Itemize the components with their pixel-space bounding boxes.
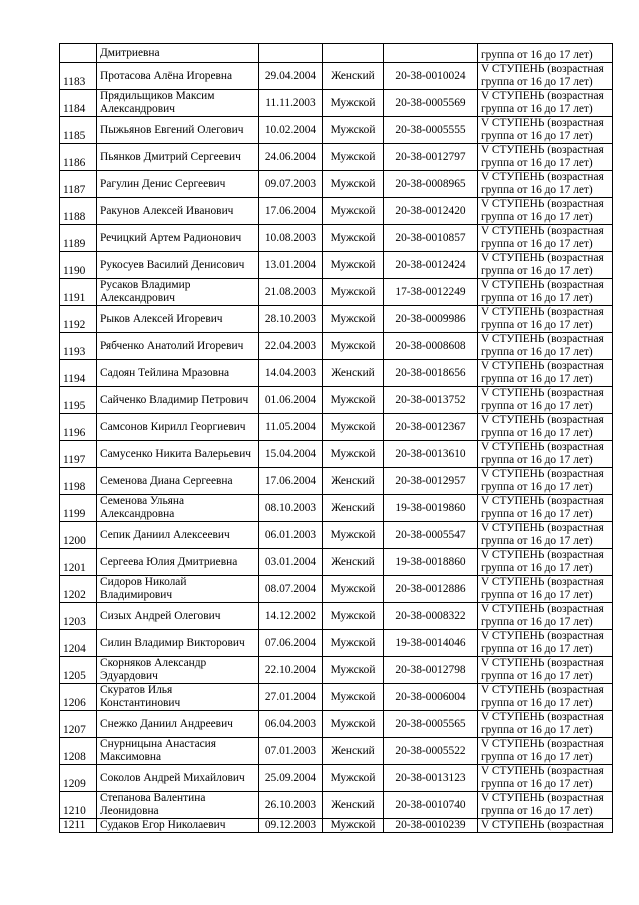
full-name-cell: Самсонов Кирилл Георгиевич <box>97 414 259 441</box>
row-number-cell: 1198 <box>60 468 97 495</box>
birth-date-cell: 27.01.2004 <box>259 684 323 711</box>
full-name-cell: Ракунов Алексей Иванович <box>97 198 259 225</box>
row-number-cell: 1210 <box>60 792 97 819</box>
table-row <box>60 360 613 387</box>
uin-cell: 20-38-0012367 <box>384 414 478 441</box>
participants-table-body <box>60 44 613 833</box>
gender-cell: Мужской <box>323 441 384 468</box>
step-cell: V СТУПЕНЬ (возрастная группа от 16 до 17 лет) <box>478 630 613 657</box>
gender-cell: Мужской <box>323 306 384 333</box>
uin-cell: 20-38-0018656 <box>384 360 478 387</box>
full-name-cell: Пьянков Дмитрий Сергеевич <box>97 144 259 171</box>
uin-cell: 20-38-0013610 <box>384 441 478 468</box>
birth-date-cell: 14.12.2002 <box>259 603 323 630</box>
full-name-cell: Сидоров Николай Владимирович <box>97 576 259 603</box>
row-number-cell: 1200 <box>60 522 97 549</box>
row-number-cell: 1208 <box>60 738 97 765</box>
full-name-cell: Рябченко Анатолий Игоревич <box>97 333 259 360</box>
table-row <box>60 44 613 63</box>
table-row <box>60 657 613 684</box>
gender-cell: Мужской <box>323 603 384 630</box>
step-cell: V СТУПЕНЬ (возрастная группа от 16 до 17 лет) <box>478 711 613 738</box>
full-name-cell: Силин Владимир Викторович <box>97 630 259 657</box>
gender-cell: Женский <box>323 738 384 765</box>
gender-cell: Мужской <box>323 117 384 144</box>
birth-date-cell: 21.08.2003 <box>259 279 323 306</box>
gender-cell: Мужской <box>323 90 384 117</box>
step-cell: V СТУПЕНЬ (возрастная группа от 16 до 17 лет) <box>478 657 613 684</box>
full-name-cell: Сизых Андрей Олегович <box>97 603 259 630</box>
birth-date-cell <box>259 44 323 63</box>
uin-cell: 19-38-0018860 <box>384 549 478 576</box>
birth-date-cell: 06.01.2003 <box>259 522 323 549</box>
table-row <box>60 603 613 630</box>
uin-cell: 20-38-0006004 <box>384 684 478 711</box>
birth-date-cell: 09.07.2003 <box>259 171 323 198</box>
table-row <box>60 279 613 306</box>
uin-cell: 20-38-0012424 <box>384 252 478 279</box>
gender-cell: Мужской <box>323 630 384 657</box>
full-name-cell: Рагулин Денис Сергеевич <box>97 171 259 198</box>
uin-cell: 20-38-0005522 <box>384 738 478 765</box>
uin-cell: 20-38-0008608 <box>384 333 478 360</box>
birth-date-cell: 11.05.2004 <box>259 414 323 441</box>
uin-cell: 19-38-0014046 <box>384 630 478 657</box>
gender-cell: Мужской <box>323 198 384 225</box>
row-number-cell: 1201 <box>60 549 97 576</box>
step-cell: V СТУПЕНЬ (возрастная группа от 16 до 17 лет) <box>478 90 613 117</box>
full-name-cell: Сайченко Владимир Петрович <box>97 387 259 414</box>
step-cell: V СТУПЕНЬ (возрастная группа от 16 до 17 лет) <box>478 333 613 360</box>
gender-cell: Мужской <box>323 171 384 198</box>
gender-cell: Мужской <box>323 765 384 792</box>
uin-cell: 20-38-0013752 <box>384 387 478 414</box>
full-name-cell: Речицкий Артем Радионович <box>97 225 259 252</box>
gender-cell: Мужской <box>323 333 384 360</box>
uin-cell: 17-38-0012249 <box>384 279 478 306</box>
table-row <box>60 792 613 819</box>
step-cell: V СТУПЕНЬ (возрастная группа от 16 до 17 лет) <box>478 576 613 603</box>
birth-date-cell: 17.06.2004 <box>259 198 323 225</box>
step-cell: V СТУПЕНЬ (возрастная группа от 16 до 17 лет) <box>478 63 613 90</box>
full-name-cell: Пыжьянов Евгений Олегович <box>97 117 259 144</box>
table-row <box>60 576 613 603</box>
birth-date-cell: 17.06.2004 <box>259 468 323 495</box>
row-number-cell: 1195 <box>60 387 97 414</box>
step-cell: V СТУПЕНЬ (возрастная группа от 16 до 17 лет) <box>478 198 613 225</box>
full-name-cell: Прядильщиков Максим Александрович <box>97 90 259 117</box>
row-number-cell: 1194 <box>60 360 97 387</box>
full-name-cell: Дмитриевна <box>97 44 259 63</box>
full-name-cell: Скорняков Александр Эдуардович <box>97 657 259 684</box>
uin-cell: 20-38-0010024 <box>384 63 478 90</box>
birth-date-cell: 03.01.2004 <box>259 549 323 576</box>
row-number-cell: 1185 <box>60 117 97 144</box>
gender-cell: Женский <box>323 549 384 576</box>
row-number-cell: 1203 <box>60 603 97 630</box>
gender-cell: Мужской <box>323 279 384 306</box>
row-number-cell: 1188 <box>60 198 97 225</box>
full-name-cell: Рукосуев Василий Денисович <box>97 252 259 279</box>
step-cell: V СТУПЕНЬ (возрастная группа от 16 до 17 лет) <box>478 765 613 792</box>
step-cell: V СТУПЕНЬ (возрастная группа от 16 до 17 лет) <box>478 792 613 819</box>
table-row <box>60 765 613 792</box>
uin-cell <box>384 44 478 63</box>
step-cell: группа от 16 до 17 лет) <box>478 44 613 63</box>
table-row <box>60 90 613 117</box>
full-name-cell: Русаков Владимир Александрович <box>97 279 259 306</box>
row-number-cell: 1202 <box>60 576 97 603</box>
full-name-cell: Семенова Диана Сергеевна <box>97 468 259 495</box>
birth-date-cell: 26.10.2003 <box>259 792 323 819</box>
gender-cell: Мужской <box>323 711 384 738</box>
full-name-cell: Семенова Ульяна Александровна <box>97 495 259 522</box>
gender-cell: Женский <box>323 792 384 819</box>
full-name-cell: Степанова Валентина Леонидовна <box>97 792 259 819</box>
uin-cell: 19-38-0019860 <box>384 495 478 522</box>
gender-cell: Мужской <box>323 819 384 833</box>
table-row <box>60 549 613 576</box>
table-row <box>60 333 613 360</box>
participants-table <box>59 43 613 833</box>
table-row <box>60 738 613 765</box>
uin-cell: 20-38-0005555 <box>384 117 478 144</box>
step-cell: V СТУПЕНЬ (возрастная группа от 16 до 17 лет) <box>478 117 613 144</box>
uin-cell: 20-38-0005569 <box>384 90 478 117</box>
uin-cell: 20-38-0012798 <box>384 657 478 684</box>
uin-cell: 20-38-0008322 <box>384 603 478 630</box>
step-cell: V СТУПЕНЬ (возрастная группа от 16 до 17 лет) <box>478 468 613 495</box>
table-row <box>60 117 613 144</box>
row-number-cell: 1211 <box>60 819 97 833</box>
row-number-cell: 1192 <box>60 306 97 333</box>
gender-cell: Женский <box>323 63 384 90</box>
table-row <box>60 63 613 90</box>
step-cell: V СТУПЕНЬ (возрастная <box>478 819 613 833</box>
birth-date-cell: 06.04.2003 <box>259 711 323 738</box>
row-number-cell: 1209 <box>60 765 97 792</box>
uin-cell: 20-38-0010740 <box>384 792 478 819</box>
gender-cell: Мужской <box>323 387 384 414</box>
step-cell: V СТУПЕНЬ (возрастная группа от 16 до 17 лет) <box>478 495 613 522</box>
row-number-cell: 1184 <box>60 90 97 117</box>
step-cell: V СТУПЕНЬ (возрастная группа от 16 до 17 лет) <box>478 603 613 630</box>
birth-date-cell: 25.09.2004 <box>259 765 323 792</box>
full-name-cell: Снурницына Анастасия Максимовна <box>97 738 259 765</box>
row-number-cell <box>60 44 97 63</box>
gender-cell: Мужской <box>323 576 384 603</box>
birth-date-cell: 13.01.2004 <box>259 252 323 279</box>
row-number-cell: 1183 <box>60 63 97 90</box>
full-name-cell: Сергеева Юлия Дмитриевна <box>97 549 259 576</box>
gender-cell: Мужской <box>323 414 384 441</box>
full-name-cell: Протасова Алёна Игоревна <box>97 63 259 90</box>
row-number-cell: 1199 <box>60 495 97 522</box>
birth-date-cell: 14.04.2003 <box>259 360 323 387</box>
table-row <box>60 252 613 279</box>
gender-cell: Женский <box>323 360 384 387</box>
gender-cell: Мужской <box>323 225 384 252</box>
row-number-cell: 1197 <box>60 441 97 468</box>
table-row <box>60 468 613 495</box>
table-row <box>60 225 613 252</box>
birth-date-cell: 07.01.2003 <box>259 738 323 765</box>
uin-cell: 20-38-0012420 <box>384 198 478 225</box>
row-number-cell: 1196 <box>60 414 97 441</box>
full-name-cell: Самусенко Никита Валерьевич <box>97 441 259 468</box>
full-name-cell: Сепик Даниил Алексеевич <box>97 522 259 549</box>
table-row <box>60 630 613 657</box>
birth-date-cell: 15.04.2004 <box>259 441 323 468</box>
row-number-cell: 1206 <box>60 684 97 711</box>
table-row <box>60 711 613 738</box>
row-number-cell: 1189 <box>60 225 97 252</box>
row-number-cell: 1187 <box>60 171 97 198</box>
gender-cell: Мужской <box>323 252 384 279</box>
step-cell: V СТУПЕНЬ (возрастная группа от 16 до 17 лет) <box>478 252 613 279</box>
table-row <box>60 684 613 711</box>
uin-cell: 20-38-0005565 <box>384 711 478 738</box>
gender-cell: Мужской <box>323 684 384 711</box>
gender-cell: Мужской <box>323 144 384 171</box>
uin-cell: 20-38-0012957 <box>384 468 478 495</box>
table-row <box>60 414 613 441</box>
uin-cell: 20-38-0005547 <box>384 522 478 549</box>
step-cell: V СТУПЕНЬ (возрастная группа от 16 до 17 лет) <box>478 360 613 387</box>
row-number-cell: 1204 <box>60 630 97 657</box>
table-row <box>60 522 613 549</box>
row-number-cell: 1193 <box>60 333 97 360</box>
row-number-cell: 1186 <box>60 144 97 171</box>
table-row <box>60 144 613 171</box>
full-name-cell: Скуратов Илья Константинович <box>97 684 259 711</box>
step-cell: V СТУПЕНЬ (возрастная группа от 16 до 17 лет) <box>478 171 613 198</box>
table-row <box>60 819 613 833</box>
table-row <box>60 171 613 198</box>
birth-date-cell: 09.12.2003 <box>259 819 323 833</box>
uin-cell: 20-38-0008965 <box>384 171 478 198</box>
birth-date-cell: 22.04.2003 <box>259 333 323 360</box>
full-name-cell: Снежко Даниил Андреевич <box>97 711 259 738</box>
uin-cell: 20-38-0010857 <box>384 225 478 252</box>
step-cell: V СТУПЕНЬ (возрастная группа от 16 до 17 лет) <box>478 738 613 765</box>
birth-date-cell: 22.10.2004 <box>259 657 323 684</box>
birth-date-cell: 10.02.2004 <box>259 117 323 144</box>
table-row <box>60 495 613 522</box>
row-number-cell: 1191 <box>60 279 97 306</box>
step-cell: V СТУПЕНЬ (возрастная группа от 16 до 17 лет) <box>478 414 613 441</box>
birth-date-cell: 24.06.2004 <box>259 144 323 171</box>
birth-date-cell: 07.06.2004 <box>259 630 323 657</box>
gender-cell <box>323 44 384 63</box>
uin-cell: 20-38-0009986 <box>384 306 478 333</box>
uin-cell: 20-38-0010239 <box>384 819 478 833</box>
birth-date-cell: 29.04.2004 <box>259 63 323 90</box>
full-name-cell: Садоян Тейлина Мразовна <box>97 360 259 387</box>
birth-date-cell: 28.10.2003 <box>259 306 323 333</box>
step-cell: V СТУПЕНЬ (возрастная группа от 16 до 17 лет) <box>478 306 613 333</box>
table-row <box>60 387 613 414</box>
gender-cell: Мужской <box>323 657 384 684</box>
full-name-cell: Рыков Алексей Игоревич <box>97 306 259 333</box>
birth-date-cell: 10.08.2003 <box>259 225 323 252</box>
step-cell: V СТУПЕНЬ (возрастная группа от 16 до 17 лет) <box>478 387 613 414</box>
row-number-cell: 1205 <box>60 657 97 684</box>
gender-cell: Мужской <box>323 522 384 549</box>
birth-date-cell: 11.11.2003 <box>259 90 323 117</box>
step-cell: V СТУПЕНЬ (возрастная группа от 16 до 17 лет) <box>478 549 613 576</box>
table-row <box>60 441 613 468</box>
uin-cell: 20-38-0013123 <box>384 765 478 792</box>
birth-date-cell: 08.07.2004 <box>259 576 323 603</box>
full-name-cell: Судаков Егор Николаевич <box>97 819 259 833</box>
birth-date-cell: 01.06.2004 <box>259 387 323 414</box>
table-row <box>60 306 613 333</box>
uin-cell: 20-38-0012886 <box>384 576 478 603</box>
uin-cell: 20-38-0012797 <box>384 144 478 171</box>
step-cell: V СТУПЕНЬ (возрастная группа от 16 до 17 лет) <box>478 441 613 468</box>
step-cell: V СТУПЕНЬ (возрастная группа от 16 до 17 лет) <box>478 144 613 171</box>
table-row <box>60 198 613 225</box>
gender-cell: Женский <box>323 468 384 495</box>
step-cell: V СТУПЕНЬ (возрастная группа от 16 до 17 лет) <box>478 225 613 252</box>
gender-cell: Женский <box>323 495 384 522</box>
step-cell: V СТУПЕНЬ (возрастная группа от 16 до 17 лет) <box>478 279 613 306</box>
row-number-cell: 1207 <box>60 711 97 738</box>
step-cell: V СТУПЕНЬ (возрастная группа от 16 до 17 лет) <box>478 522 613 549</box>
birth-date-cell: 08.10.2003 <box>259 495 323 522</box>
row-number-cell: 1190 <box>60 252 97 279</box>
full-name-cell: Соколов Андрей Михайлович <box>97 765 259 792</box>
step-cell: V СТУПЕНЬ (возрастная группа от 16 до 17 лет) <box>478 684 613 711</box>
